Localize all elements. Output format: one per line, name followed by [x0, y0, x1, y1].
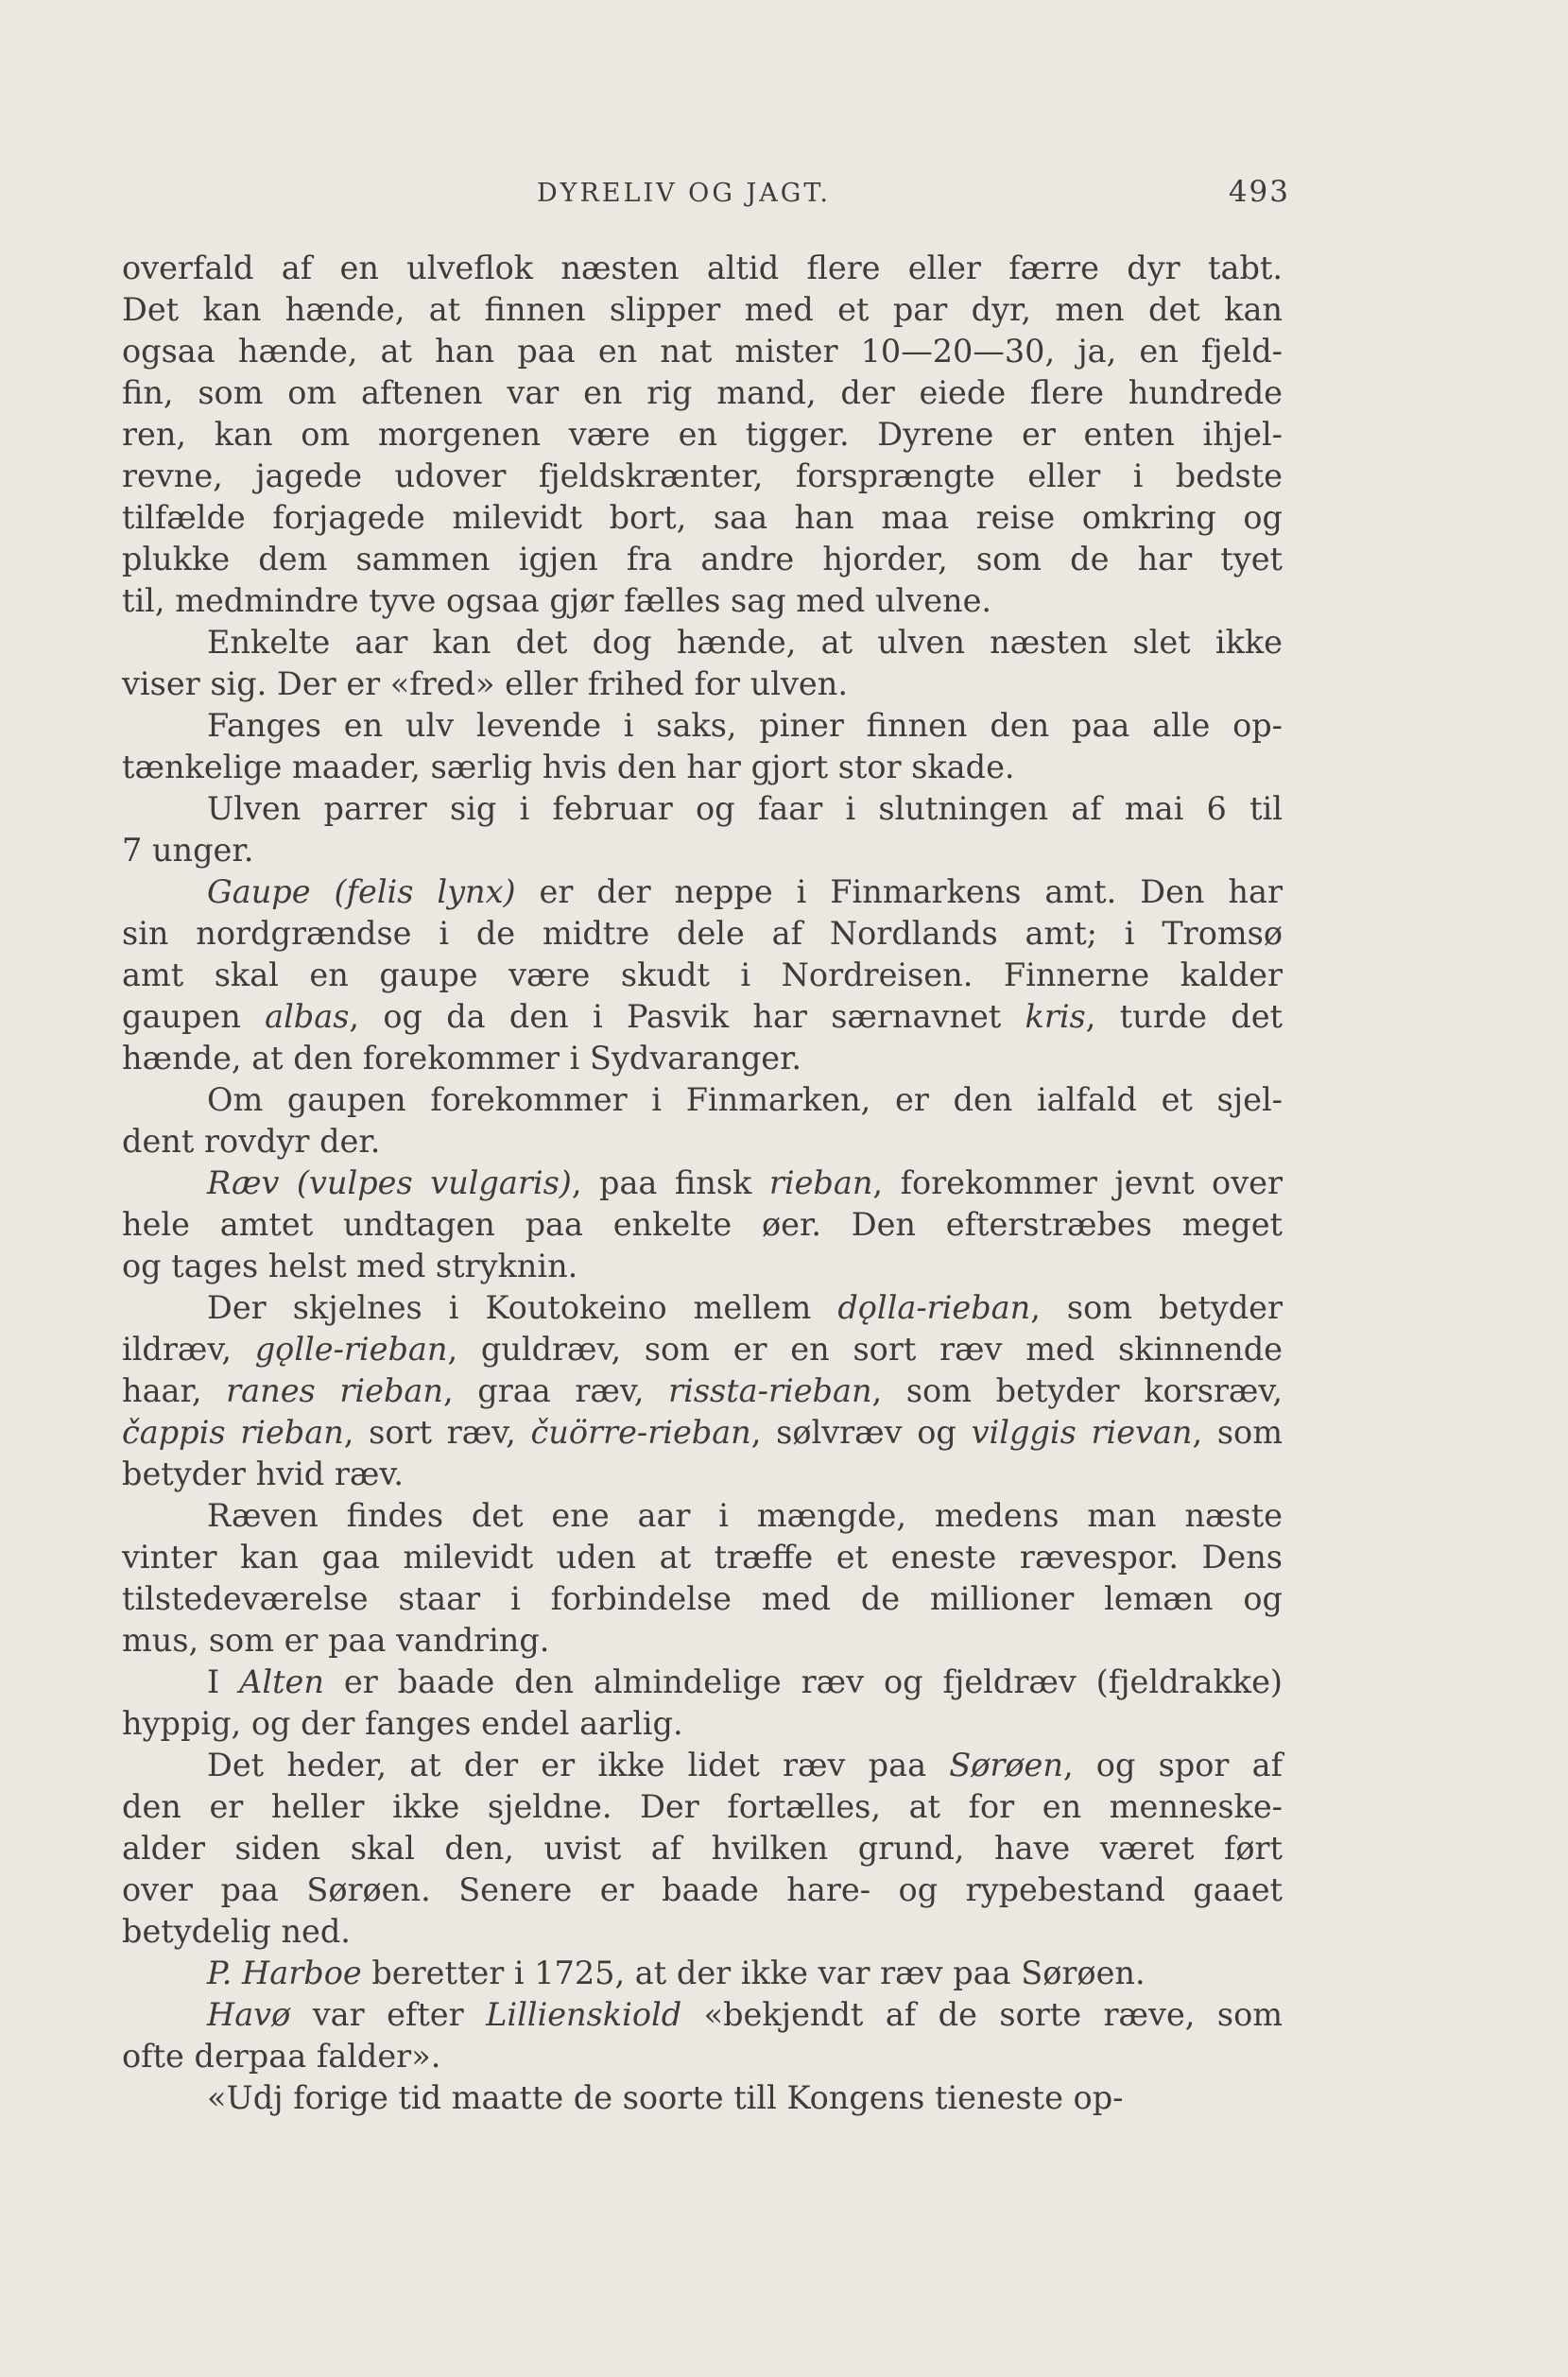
- paragraph: [122, 1953, 1283, 1994]
- text-line: alder siden skal den, uvist af hvilken grund, have været ført: [122, 1830, 1283, 1867]
- page-number: 493: [1228, 175, 1290, 209]
- text-line: Fanges en ulv levende i saks, piner finnen den paa alle op-: [207, 707, 1283, 744]
- paragraph: [122, 871, 1283, 1079]
- paragraph: [122, 1287, 1283, 1495]
- paragraph: [122, 1079, 1283, 1163]
- paragraph: [122, 1662, 1283, 1745]
- text-line: Det kan hænde, at finnen slipper med et par dyr, men det kan: [122, 291, 1283, 328]
- text-line: Havø var efter Lillienskiold «bekjendt af de sorte ræve, som: [207, 1996, 1284, 2033]
- text-line: Det heder, at der er ikke lidet ræv paa Sørøen, og spor af: [207, 1747, 1283, 1783]
- text-line: hænde, at den forekommer i Sydvaranger.: [122, 1040, 802, 1077]
- text-line: dent rovdyr der.: [122, 1123, 381, 1160]
- paragraph: [122, 1163, 1283, 1287]
- text-line: hyppig, og der fanges endel aarlig.: [122, 1705, 683, 1742]
- text-line: čappis rieban, sort ræv, čuörre-rieban, sølvræv og vilggis rievan, som: [122, 1414, 1283, 1451]
- paragraph: [122, 788, 1283, 871]
- text-line: og tages helst med stryknin.: [122, 1248, 578, 1284]
- text-line: Ulven parrer sig i februar og faar i slutningen af mai 6 til: [207, 790, 1283, 827]
- text-line: amt skal en gaupe være skudt i Nordreisen. Finnerne kalder: [122, 956, 1283, 993]
- text-line: fin, som om aftenen var en rig mand, der eiede flere hundrede: [122, 374, 1283, 411]
- text-line: til, medmindre tyve ogsaa gjør fælles sag med ulvene.: [122, 582, 992, 619]
- text-line: den er heller ikke sjeldne. Der fortælles, at for en menneske-: [122, 1788, 1283, 1825]
- text-line: I Alten er baade den almindelige ræv og fjeldræv (fjeldrakke): [207, 1663, 1283, 1700]
- text-line: Om gaupen forekommer i Finmarken, er den ialfald et sjel-: [207, 1081, 1283, 1118]
- text-line: Der skjelnes i Koutokeino mellem dǫlla-rieban, som betyder: [207, 1289, 1283, 1326]
- text-line: P. Harboe beretter i 1725, at der ikke var ræv paa Sørøen.: [207, 1955, 1146, 1991]
- page-header: [0, 173, 1568, 216]
- text-line: viser sig. Der er «fred» eller frihed for ulven.: [122, 665, 848, 702]
- paragraph: [122, 248, 1283, 622]
- text-line: ildræv, gǫlle-rieban, guldræv, som er en sort ræv med skinnende: [122, 1331, 1283, 1368]
- text-line: tilfælde forjagede milevidt bort, saa han maa reise omkring og: [122, 499, 1283, 536]
- text-line: overfald af en ulveflok næsten altid flere eller færre dyr tabt.: [122, 250, 1283, 286]
- text-line: tilstedeværelse staar i forbindelse med de millioner lemæn og: [122, 1580, 1283, 1617]
- text-line: 7 unger.: [122, 832, 254, 869]
- text-line: Gaupe (felis lynx) er der neppe i Finmarkens amt. Den har: [207, 873, 1283, 910]
- text-line: ren, kan om morgenen være en tigger. Dyrene er enten ihjel-: [122, 416, 1283, 453]
- text-line: vinter kan gaa milevidt uden at træffe et eneste rævespor. Dens: [122, 1539, 1283, 1576]
- text-line: plukke dem sammen igjen fra andre hjorder, som de har tyet: [122, 541, 1283, 577]
- running-title: DYRELIV OG JAGT.: [537, 179, 831, 208]
- paragraph: [122, 2077, 1283, 2119]
- text-line: ofte derpaa falder».: [122, 2038, 441, 2075]
- text-line: Enkelte aar kan det dog hænde, at ulven næsten slet ikke: [207, 624, 1283, 661]
- text-line: «Udj forige tid maatte de soorte till Kongens tieneste op-: [207, 2079, 1124, 2116]
- text-line: ogsaa hænde, at han paa en nat mister 10—20—30, ja, en fjeld-: [122, 333, 1283, 370]
- paragraph: [122, 705, 1283, 788]
- text-line: tænkelige maader, særlig hvis den har gjort stor skade.: [122, 749, 1015, 785]
- text-line: Ræv (vulpes vulgaris), paa finsk rieban, forekommer jevnt over: [207, 1164, 1283, 1201]
- paragraph: [122, 1495, 1283, 1662]
- paragraph: [122, 622, 1283, 705]
- text-line: gaupen albas, og da den i Pasvik har særnavnet kris, turde det: [122, 998, 1283, 1035]
- text-line: betydelig ned.: [122, 1913, 351, 1950]
- text-line: over paa Sørøen. Senere er baade hare- og rypebestand gaaet: [122, 1871, 1283, 1908]
- page-body-text: [122, 248, 1283, 2119]
- text-line: mus, som er paa vandring.: [122, 1622, 550, 1659]
- text-line: sin nordgrændse i de midtre dele af Nordlands amt; i Tromsø: [122, 915, 1283, 952]
- text-line: betyder hvid ræv.: [122, 1455, 404, 1492]
- text-line: hele amtet undtagen paa enkelte øer. Den efterstræbes meget: [122, 1206, 1283, 1243]
- paragraph: [122, 1994, 1283, 2077]
- text-line: Ræven findes det ene aar i mængde, medens man næste: [207, 1497, 1283, 1534]
- text-line: revne, jagede udover fjeldskrænter, forsprængte eller i bedste: [122, 457, 1283, 494]
- paragraph: [122, 1745, 1283, 1953]
- text-line: haar, ranes rieban, graa ræv, rissta-rieban, som betyder korsræv,: [122, 1372, 1284, 1409]
